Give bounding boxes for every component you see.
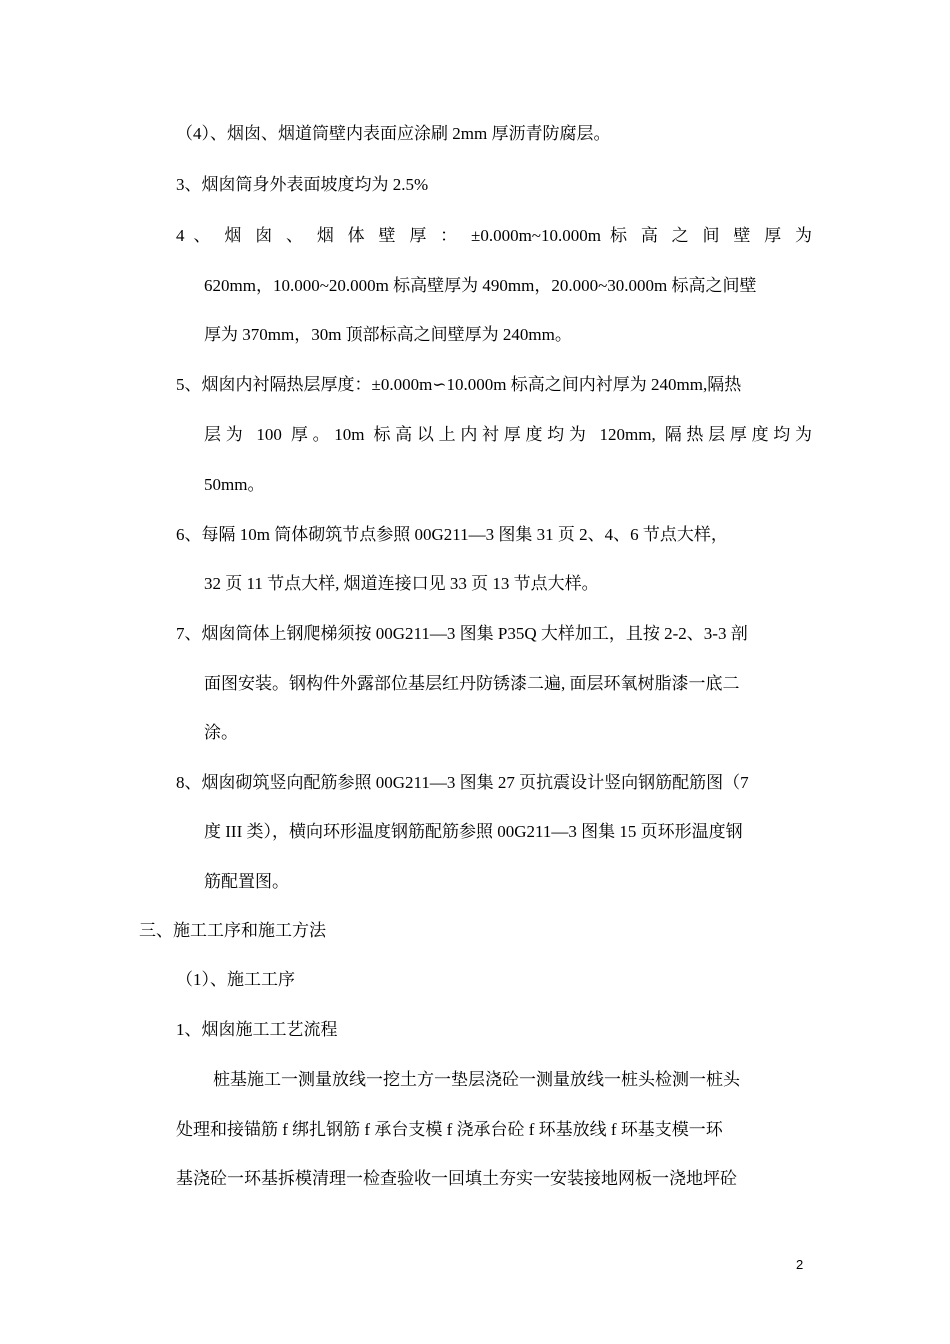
text-line: 8、烟囱砌筑竖向配筋参照 00G211—3 图集 27 页抗震设计竖向钢筋配筋图（7 [176,773,749,792]
text-line: 度 III 类），横向环形温度钢筋配筋参照 00G211—3 图集 15 页环形温度钢 [204,822,743,841]
text-line: 涂。 [204,723,238,742]
text-line: 7、烟囱筒体上钢爬梯须按 00G211—3 图集 P35Q 大样加工，且按 2-2、3-3 剖 [176,624,748,643]
text-line: 基浇砼一环基拆模清理一检查验收一回填土夯实一安装接地网板一浇地坪砼 [176,1169,737,1188]
text-line: 5、烟囱内衬隔热层厚度：±0.000m∽10.000m 标高之间内衬厚为 240mm,隔热 [176,375,742,394]
text-line: （4）、烟囱、烟道筒壁内表面应涂刷 2mm 厚沥青防腐层。 [176,124,611,143]
text-line: 3、烟囱筒身外表面坡度均为 2.5% [176,175,429,194]
text-line: 6、每隔 10m 筒体砌筑节点参照 00G211—3 图集 31 页 2、4、6 节点大样， [176,525,728,544]
text-line: 面图安装。钢构件外露部位基层红丹防锈漆二遍, 面层环氧树脂漆一底二 [204,674,740,693]
page-number: 2 [796,1257,804,1272]
item-heading: 1、烟囱施工工艺流程 [176,1020,338,1039]
text-line: 4 、 烟 囱 、 烟 体 壁 厚 ： ±0.000m~10.000m 标 高 之 间 壁 厚 为 [176,226,812,245]
text-line: 32 页 11 节点大样, 烟道连接口见 33 页 13 节点大样。 [204,574,599,593]
section-heading: 三、施工工序和施工方法 [139,921,326,940]
text-line: 620mm，10.000~20.000m 标高壁厚为 490mm，20.000~30.000m 标高之间壁 [204,276,757,295]
text-line: 桩基施工一测量放线一挖土方一垫层浇砼一测量放线一桩头检测一桩头 [213,1070,740,1089]
text-line: 厚为 370mm，30m 顶部标高之间壁厚为 240mm。 [204,325,572,344]
text-line: 50mm。 [204,475,265,494]
text-line: 筋配置图。 [204,872,289,891]
text-line: 处理和接锚筋 f 绑扎钢筋 f 承台支模 f 浇承台砼 f 环基放线 f 环基支模一环 [176,1120,723,1139]
text-line: 层为 100 厚。10m 标高以上内衬厚度均为 120mm, 隔热层厚度均为 [204,425,812,444]
subsection-heading: （1）、施工工序 [176,970,295,989]
